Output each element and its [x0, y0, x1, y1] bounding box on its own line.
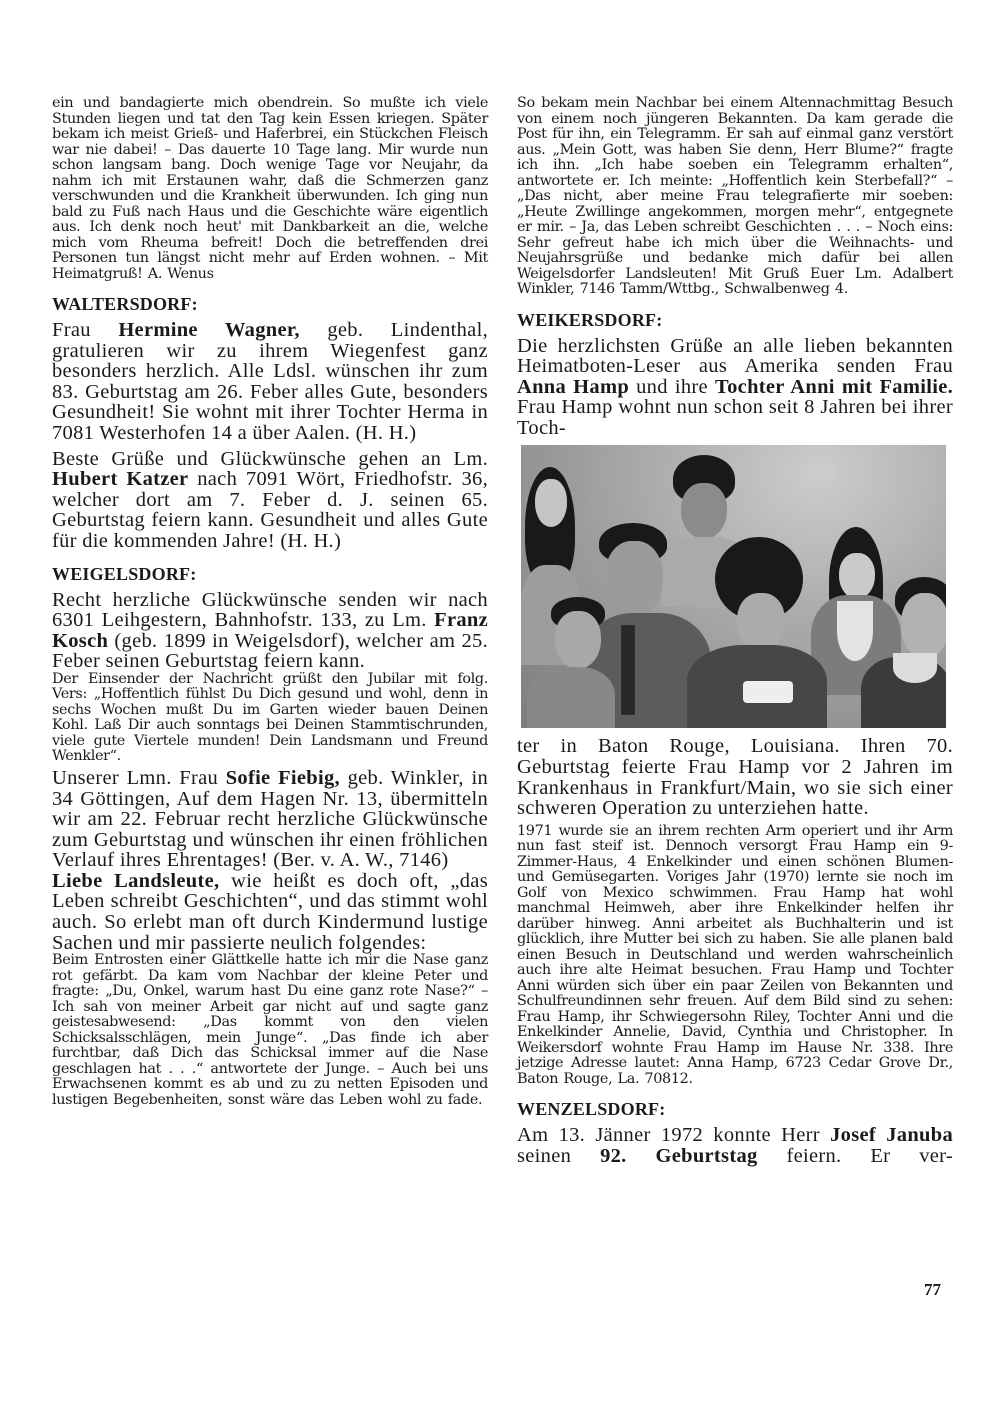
bold-name: Anna Hamp — [517, 375, 630, 398]
weigelsdorf-anecdote-paragraph: Beim Entrosten einer Glättkelle hatte ich mir die Nase ganz rot gefärbt. Da kam vom Nachbar der kleine Peter und fragte: „Du, Onkel, warum hast Du eine ganz rote Nase?“ – Ich sah von meiner Arbeit gar nicht auf und sagte ganz geistesabwesend: „Das kommt von den vielen Schicksalsschlägen, mein Junge“. „Das finde ich aber furchtbar, daß Dich das Schicksal immer auf die Nase geschlagen hat . . .“ antwortete der Junge. – Auch bei uns Erwachsenen kommt es ab und zu zu netten Episoden und lustigen Begebenheiten, sonst wäre das Leben wohl zu fade. — [52, 952, 488, 1108]
waltersdorf-paragraph-2 — [52, 449, 488, 552]
page-number: 77 — [924, 1280, 941, 1299]
right-column — [517, 96, 953, 1167]
bold-name: Josef Januba — [830, 1124, 953, 1147]
section-heading-wenzelsdorf: WENZELSDORF: — [517, 1099, 666, 1120]
text-run: geb. Lindenthal, gratulieren wir zu ihrem Wiegenfest ganz besonders herzlich. Alle Ldsl. wünschen ihr zum 83. Geburtstag am 26. Feber alles Gute, besonders Gesundheit! Sie wohnt mit ihrer Tochter Herma in 7081 Westerhofen 14 a über Aalen. (H. H.) — [52, 319, 488, 444]
bold-salutation: Liebe Landsleute, — [52, 869, 220, 892]
wenzelsdorf-paragraph-1 — [517, 1125, 953, 1166]
weigelsdorf-paragraph-4 — [52, 871, 488, 953]
text-run: Beste Grüße und Glückwünsche gehen an Lm. — [52, 447, 488, 470]
text-run: nach 7091 Wört, Friedhofstr. 36, welcher dort am 7. Feber d. J. seinen 65. Geburtstag feiern kann. Gesundheit und alles Gute für die kommenden Jahre! (H. H.) — [52, 468, 488, 552]
text-run: seinen — [517, 1144, 601, 1167]
text-run: Unserer Lmn. Frau — [52, 766, 226, 789]
waltersdorf-paragraph-1 — [52, 320, 488, 444]
weigelsdorf-verse-paragraph: Der Einsender der Nachricht grüßt den Jubilar mit folg. Vers: „Hoffentlich fühlst Du Dich gesund und wohl, denn in sechs Wochen mußt Du im Garten wieder bauen Deinen Kohl. Laß Dir auch sonntags bei Deinen Stammtischrunden, viele gute Viertele munden! Dein Landsmann und Freund Wenkler“. — [52, 670, 488, 765]
text-run: Die herzlichsten Grüße an alle lieben bekannten Heimatboten-Leser aus Amerika senden Frau — [517, 334, 953, 378]
bold-name: Tochter Anni mit Familie. — [715, 375, 954, 398]
bold-name: Franz Kosch — [52, 609, 488, 652]
text-run: geb. Winkler, in 34 Göttingen, Auf dem Hagen Nr. 13, übermitteln wir am 22. Februar recht herzliche Glückwünsche zum Geburtstag und wünschen ihr einen fröhlichen Verlauf ihres Ehrentages! (Ber. v. A. W., 7146) — [52, 766, 489, 872]
text-run: Am 13. Jänner 1972 konnte Herr — [517, 1124, 831, 1147]
bold-name: Sofie Fiebig, — [225, 766, 340, 789]
text-run: (geb. 1899 in Weigelsdorf), welcher am 25. Feber seinen Geburtstag feiern kann. — [52, 629, 488, 673]
text-run: feiern. Er ver- — [757, 1144, 953, 1167]
text-run: und ihre — [629, 375, 716, 398]
bold-name: Hermine Wagner, — [118, 319, 300, 341]
intro-paragraph-left: ein und bandagierte mich obendrein. So mußte ich viele Stunden liegen und tat den Tag kein Essen kriegen. Später bekam ich meist Grieß- und Haferbrei, ein Stückchen Fleisch war nie dabei! – Das dauerte 10 Tage lang. Mir wurde nun schon langsam bang. Doch wenige Tage vor Neujahr, da nahm ich mit Erstaunen wahr, daß die Schmerzen ganz verschwunden und die Krankheit überwunden. Ich ging nun bald zu Fuß nach Haus und die Geschichte wäre eigentlich aus. Ich denk noch heut' mit Dankbarkeit an die, welche mich vom Rheuma befreit! Doch die betreffenden drei Personen tun längst nicht mehr auf Erden wohnen. – Mit Heimatgruß! A. Wenus — [52, 95, 488, 282]
section-heading-weikersdorf: WEIKERSDORF: — [517, 309, 663, 330]
weikersdorf-paragraph-1 — [517, 336, 953, 439]
section-heading-weigelsdorf: WEIGELSDORF: — [52, 563, 197, 584]
intro-paragraph-right: So bekam mein Nachbar bei einem Altennachmittag Besuch von einem noch jüngeren Bekannten. Da kam gerade die Post für ihn, ein Telegramm. Er sah auf einmal ganz verstört aus. „Mein Gott, was haben Sie denn, Herr Blume?“ fragte ich ihn. „Ich habe soeben ein Telegramm erhalten“, antwortete er. Ich meinte: „Hoffentlich kein Sterbefall?“ – „Das nicht, aber meine Frau telegrafierte mir soeben: „Heute Zwillinge angekommen, morgen mehr“, entgegnete er mir. – Ja, das Leben schreibt Geschichten . . . – Noch eins: Sehr gefreut habe ich mich über die Weihnachts- und Neujahrsgrüße und bedanke mich dafür bei allen Weigelsdorfer Landsleuten! Mit Gruß Euer Lm. Adalbert Winkler, 7146 Tamm/Wttbg., Schwalbenweg 4. — [517, 95, 953, 297]
weikersdorf-paragraph-1-continued: ter in Baton Rouge, Louisiana. Ihren 70. Geburtstag feierte Frau Hamp vor 2 Jahren im Krankenhaus in Frankfurt/Main, wo sie sich einer schweren Operation zu unterziehen hatte. — [517, 735, 953, 820]
text-run: wie heißt es doch oft, „das Leben schreibt Geschichten“, und das stimmt wohl auch. So erlebt man oft durch Kindermund lustige Sachen und mir passierte neulich folgendes: — [52, 869, 488, 954]
bold-name: Hubert Katzer — [52, 468, 189, 491]
text-run: Recht herzliche Glückwünsche senden wir nach 6301 Leihgestern, Bahnhofstr. 133, zu Lm. — [52, 588, 488, 632]
weigelsdorf-paragraph-3 — [52, 768, 488, 871]
weigelsdorf-paragraph-1 — [52, 590, 488, 672]
left-column — [52, 96, 488, 1108]
section-heading-waltersdorf: WALTERSDORF: — [52, 294, 198, 314]
text-run: Frau — [52, 319, 119, 341]
bold-birthday: 92. Geburtstag — [600, 1144, 758, 1167]
text-run: Frau Hamp wohnt nun schon seit 8 Jahren bei ihrer Toch- — [517, 396, 953, 439]
weikersdorf-paragraph-2: 1971 wurde sie an ihrem rechten Arm operiert und ihr Arm nun fast steif ist. Dennoch versorgt Frau Hamp ein 9-Zimmer-Haus, 4 Enkelkinder und einen schönen Blumen- und Gemüsegarten. Voriges Jahr (1970) lernte sie noch im Golf von Mexico schwimmen. Frau Hamp hat wohl manchmal Heimweh, aber ihre Enkelkinder helfen ihr darüber hinweg. Anni arbeitet als Buchhalterin und ist glücklich, ihre Mutter bei sich zu haben. Sie alle planen bald einen Besuch in Deutschland und werden wahrscheinlich auch ihre alte Heimat besuchen. Frau Hamp und Tochter Anni würden sich über ein paar Zeilen von Bekannten und Schulfreundinnen sehr freuen. Auf dem Bild sind zu sehen: Frau Hamp, ihr Schwiegersohn Riley, Tochter Anni und die Enkelkinder Annelie, David, Cynthia und Christopher. In Weikersdorf wohnte Frau Hamp im Hause Nr. 338. Ihre jetzige Adresse lautet: Anna Hamp, 6723 Cedar Grove Dr., Baton Rouge, La. 70812. — [517, 822, 953, 1087]
family-photo — [521, 445, 946, 728]
